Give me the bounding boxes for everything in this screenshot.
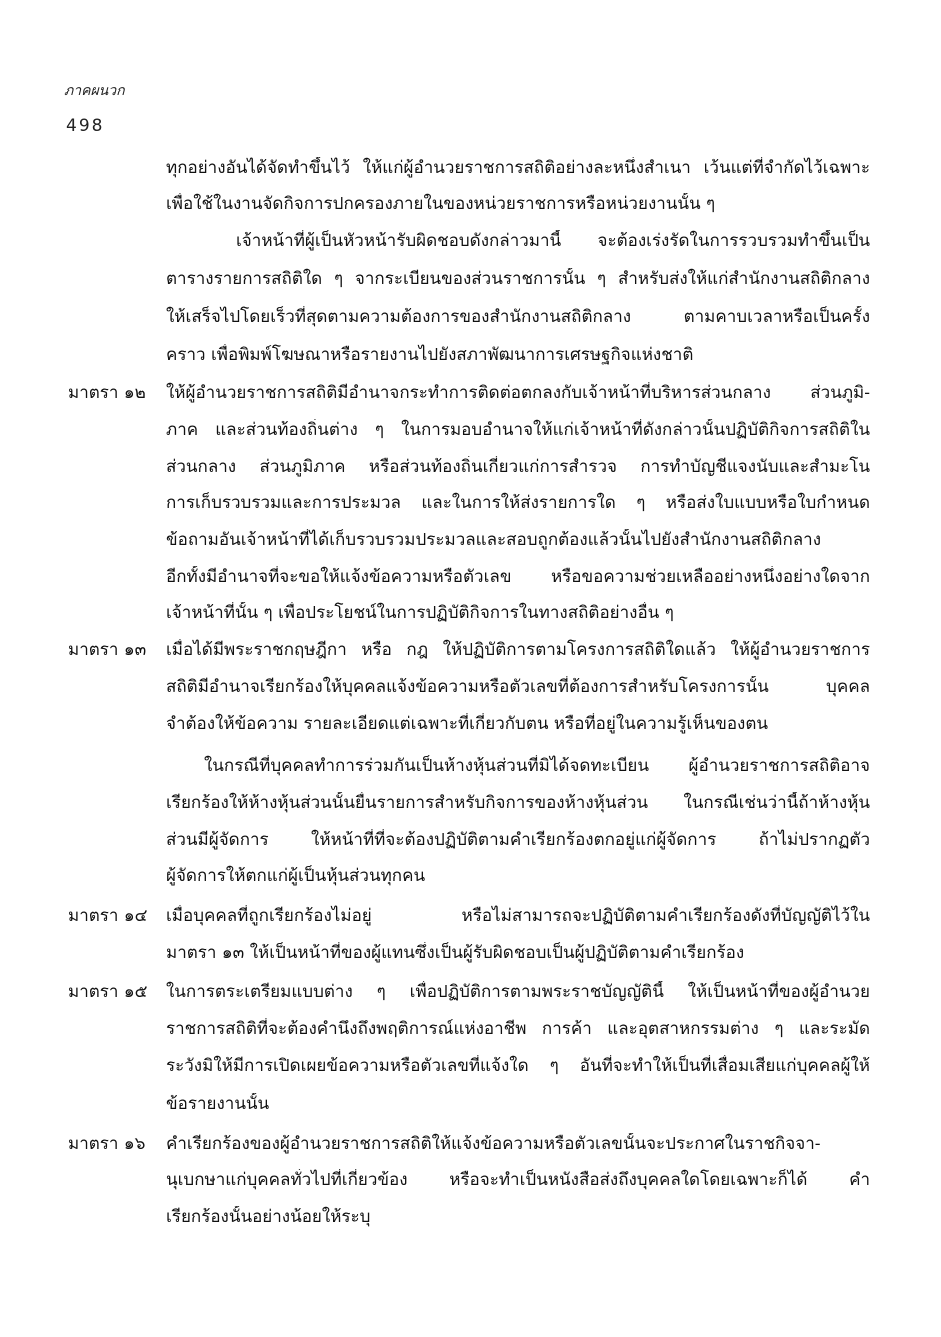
body-line: ส่วนกลาง ส่วนภูมิภาค หรือส่วนท้องถิ่นเกี่ยวแก่การสำรวจ การทำบัญชีแจงนับและสำมะโน — [166, 457, 870, 477]
body-line: ผู้จัดการให้ตกแก่ผู้เป็นหุ้นส่วนทุกคน — [166, 866, 426, 886]
body-line: ข้อรายงานนั้น — [166, 1094, 270, 1114]
section-label: มาตรา ๑๖ — [68, 1134, 146, 1154]
body-line: เพื่อใช้ในงานจัดกิจการปกครองภายในของหน่วยราชการหรือหน่วยงานนั้น ๆ — [166, 194, 716, 214]
body-line: สถิติมีอำนาจเรียกร้องให้บุคคลแจ้งข้อความหรือตัวเลขที่ต้องการสำหรับโครงการนั้น บุคคล — [166, 677, 870, 697]
section-label: มาตรา ๑๒ — [68, 383, 146, 403]
body-line: อีกทั้งมีอำนาจที่จะขอให้แจ้งข้อความหรือตัวเลข หรือขอความช่วยเหลืออย่างหนึ่งอย่างใดจาก — [166, 567, 870, 587]
body-line: เรียกร้องนั้นอย่างน้อยให้ระบุ — [166, 1207, 371, 1227]
appendix-header: ภาคผนวก — [64, 83, 125, 99]
body-line: ข้อถามอันเจ้าหน้าที่ได้เก็บรวบรวมประมวลและสอบถูกต้องแล้วนั้นไปยังสำนักงานสถิติกลาง — [166, 530, 822, 550]
body-line: เมื่อบุคคลที่ถูกเรียกร้องไม่อยู่ หรือไม่สามารถจะปฏิบัติตามคำเรียกร้องดังที่บัญญัติไว้ใน — [166, 906, 870, 926]
body-line: ให้ผู้อำนวยราชการสถิติมีอำนาจกระทำการติดต่อตกลงกับเจ้าหน้าที่บริหารส่วนกลาง ส่วนภูมิ- — [166, 383, 870, 403]
body-line: เจ้าหน้าที่นั้น ๆ เพื่อประโยชน์ในการปฏิบัติกิจการในทางสถิติอย่างอื่น ๆ — [166, 603, 674, 623]
body-line: มาตรา ๑๓ ให้เป็นหน้าที่ของผู้แทนซึ่งเป็นผู้รับผิดชอบเป็นผู้ปฏิบัติตามคำเรียกร้อง — [166, 943, 745, 963]
body-line: ส่วนมีผู้จัดการ ให้หน้าที่ที่จะต้องปฏิบัติตามคำเรียกร้องตกอยู่แก่ผู้จัดการ ถ้าไม่ปรากฏตัว — [166, 830, 870, 850]
body-line: ให้เสร็จไปโดยเร็วที่สุดตามความต้องการของสำนักงานสถิติกลาง ตามคาบเวลาหรือเป็นครั้ง — [166, 307, 870, 327]
body-line: ราชการสถิติที่จะต้องคำนึงถึงพฤติการณ์แห่งอาชีพ การค้า และอุตสาหกรรมต่าง ๆ และระมัด — [166, 1019, 870, 1039]
section-label: มาตรา ๑๓ — [68, 640, 147, 660]
body-line: ทุกอย่างอันได้จัดทำขึ้นไว้ ให้แก่ผู้อำนวยราชการสถิติอย่างละหนึ่งสำเนา เว้นแต่ที่จำกัดไว้เฉพาะ — [166, 158, 870, 178]
body-line: ในการตระเตรียมแบบต่าง ๆ เพื่อปฏิบัติการตามพระราชบัญญัตินี้ ให้เป็นหน้าที่ของผู้อำนวย — [166, 982, 870, 1002]
body-line: ภาค และส่วนท้องถิ่นต่าง ๆ ในการมอบอำนาจให้แก่เจ้าหน้าที่ดังกล่าวนั้นปฏิบัติกิจการสถิติใน — [166, 420, 870, 440]
body-line: ตารางรายการสถิติใด ๆ จากระเบียนของส่วนราชการนั้น ๆ สำหรับส่งให้แก่สำนักงานสถิติกลาง — [166, 269, 870, 289]
body-line: การเก็บรวบรวมและการประมวล และในการให้ส่งรายการใด ๆ หรือส่งใบแบบหรือใบกำหนด — [166, 493, 870, 513]
body-line: คำเรียกร้องของผู้อำนวยราชการสถิติให้แจ้งข้อความหรือตัวเลขนั้นจะประกาศในราชกิจจา- — [166, 1134, 821, 1154]
section-label: มาตรา ๑๔ — [68, 906, 148, 926]
section-label: มาตรา ๑๕ — [68, 982, 148, 1002]
body-line: จำต้องให้ข้อความ รายละเอียดแต่เฉพาะที่เกี่ยวกับตน หรือที่อยู่ในความรู้เห็นของตน — [166, 714, 768, 734]
page-number: 498 — [66, 116, 105, 136]
body-line: เจ้าหน้าที่ผู้เป็นหัวหน้ารับผิดชอบดังกล่าวมานี้ จะต้องเร่งรัดในการรวบรวมทำขึ้นเป็น — [236, 231, 870, 251]
body-line: คราว เพื่อพิมพ์โฆษณาหรือรายงานไปยังสภาพัฒนาการเศรษฐกิจแห่งชาติ — [166, 345, 694, 365]
body-line: ในกรณีที่บุคคลทำการร่วมกันเป็นห้างหุ้นส่วนที่มิได้จดทะเบียน ผู้อำนวยราชการสถิติอาจ — [204, 756, 870, 776]
body-line: ระวังมิให้มีการเปิดเผยข้อความหรือตัวเลขที่แจ้งใด ๆ อันที่จะทำให้เป็นที่เสื่อมเสียแก่บุคคลผู้ให้ — [166, 1056, 870, 1076]
body-line: เมื่อได้มีพระราชกฤษฎีกา หรือ กฎ ให้ปฏิบัติการตามโครงการสถิติใดแล้ว ให้ผู้อำนวยราชการ — [166, 640, 870, 660]
body-line: นุเบกษาแก่บุคคลทั่วไปที่เกี่ยวข้อง หรือจะทำเป็นหนังสือส่งถึงบุคคลใดโดยเฉพาะก็ได้ คำ — [166, 1170, 870, 1190]
body-line: เรียกร้องให้ห้างหุ้นส่วนนั้นยื่นรายการสำหรับกิจการของห้างหุ้นส่วน ในกรณีเช่นว่านี้ถ้าห้างหุ้น — [166, 793, 870, 813]
